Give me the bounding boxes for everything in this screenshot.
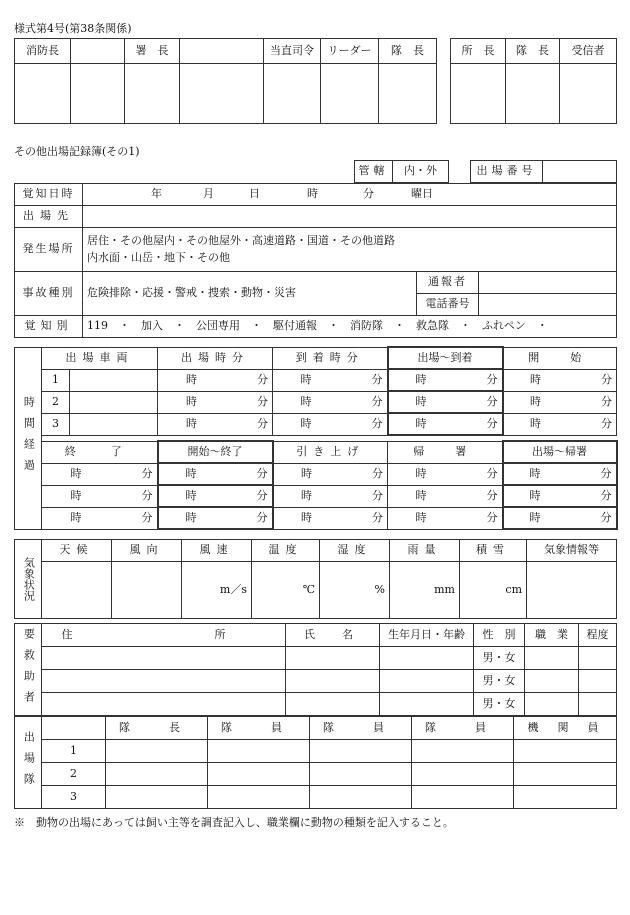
time-cell[interactable]: 時 分 [503, 413, 617, 435]
member-cell[interactable] [310, 740, 412, 763]
member-cell[interactable] [106, 763, 208, 786]
approval-taicho: 隊 長 [379, 39, 437, 64]
time-cell[interactable]: 時 分 [503, 391, 617, 413]
seinengappi-cell[interactable] [380, 693, 474, 716]
member-cell[interactable] [208, 740, 310, 763]
row-number: 2 [42, 391, 70, 413]
teido-cell[interactable] [579, 647, 617, 670]
shokugyo-cell[interactable] [525, 647, 579, 670]
time-cell[interactable]: 時 分 [503, 507, 617, 529]
shimei-cell[interactable] [286, 693, 380, 716]
shimei-cell[interactable] [286, 670, 380, 693]
approval-shocho: 署 長 [125, 39, 180, 64]
seal-cell[interactable] [379, 64, 437, 124]
seal-cell[interactable] [451, 64, 506, 124]
time-cell[interactable]: 時 分 [388, 463, 503, 485]
kakuchi-betsu-label: 覚知別 [15, 316, 83, 338]
jusho-cell[interactable] [42, 647, 286, 670]
shutsujo-bango-label: 出場番号 [471, 161, 543, 183]
header-blank [42, 717, 106, 740]
johoto-value[interactable] [527, 562, 617, 619]
hassei-basho-line1: 居住・その他屋内・その他屋外・高速道路・国道・その他道路 [87, 233, 395, 247]
kisho-tenko: 天候 [42, 540, 112, 562]
time-cell[interactable]: 時 分 [273, 369, 388, 391]
time-cell[interactable]: 時 分 [273, 391, 388, 413]
seinengappi-cell[interactable] [380, 670, 474, 693]
teido-cell[interactable] [579, 670, 617, 693]
header-shutsujo-kisho: 出場〜帰署 [503, 441, 617, 463]
row-number: 3 [42, 786, 106, 809]
shutsujotai-label: 出場隊 [15, 717, 42, 809]
header-taicho: 隊 長 [106, 717, 208, 740]
member-cell[interactable] [310, 763, 412, 786]
header-shutsujo-jifun: 出場時分 [158, 347, 273, 369]
approval-taicho-right: 隊 長 [506, 39, 560, 64]
yokyujosha-table [14, 623, 617, 716]
kankatsu-label: 管轄 [355, 161, 393, 183]
time-cell[interactable]: 時 分 [273, 463, 388, 485]
kisho-fusoku: 風速 [182, 540, 252, 562]
sharyo-cell[interactable] [70, 369, 158, 391]
time-cell[interactable]: 時 分 [273, 485, 388, 507]
shitsudo-value[interactable]: % [320, 562, 390, 619]
shokugyo-cell[interactable] [525, 670, 579, 693]
seal-cell[interactable] [15, 64, 71, 124]
unit-ji: 時 [307, 187, 318, 201]
unit-fun: 分 [363, 187, 374, 201]
denwa-label: 電話番号 [417, 294, 479, 316]
seal-cell[interactable] [506, 64, 560, 124]
member-cell[interactable] [310, 786, 412, 809]
sharyo-cell[interactable] [70, 413, 158, 435]
time-cell[interactable]: 時 分 [388, 391, 503, 413]
time-cell[interactable]: 時 分 [42, 485, 158, 507]
jusho-cell[interactable] [42, 693, 286, 716]
jikan-keika-table [14, 346, 618, 530]
member-cell[interactable] [412, 763, 514, 786]
seal-cell[interactable] [321, 64, 379, 124]
time-cell[interactable]: 時 分 [388, 507, 503, 529]
time-cell[interactable]: 時 分 [388, 485, 503, 507]
header-kaishi: 開 始 [503, 347, 617, 369]
kisho-sekisetsu: 積雪 [460, 540, 527, 562]
time-cell[interactable]: 時 分 [158, 485, 273, 507]
fuko-value[interactable] [112, 562, 182, 619]
kisho-ondo: 温度 [252, 540, 320, 562]
footnote: ※ 動物の出場にあっては飼い主等を調査記入し、職業欄に動物の種類を記入すること。 [14, 816, 454, 829]
header-taiin-3: 隊 員 [412, 717, 514, 740]
header-hikiage: 引き上げ [273, 441, 388, 463]
member-cell[interactable] [106, 786, 208, 809]
kakuchi-nichiji-value[interactable] [83, 184, 617, 206]
time-cell[interactable]: 時 分 [388, 369, 503, 391]
sharyo-cell[interactable] [70, 391, 158, 413]
row-number: 2 [42, 763, 106, 786]
kisho-table [14, 539, 617, 619]
seibetsu-cell[interactable]: 男・女 [474, 647, 525, 670]
header-kaishi-shuryo: 開始〜終了 [158, 441, 273, 463]
yokyujosha-label: 要救助者 [15, 624, 42, 716]
seal-cell[interactable] [560, 64, 617, 124]
spacer [449, 161, 471, 183]
header-taiin-1: 隊 員 [208, 717, 310, 740]
kankatsu-value[interactable]: 内・外 [393, 161, 449, 183]
header-teido: 程度 [579, 624, 617, 647]
member-cell[interactable] [208, 763, 310, 786]
header-taiin-2: 隊 員 [310, 717, 412, 740]
header-shuryo: 終 了 [42, 441, 158, 463]
time-cell[interactable]: 時 分 [42, 507, 158, 529]
approval-leader: リーダー [321, 39, 379, 64]
kisho-uryo: 雨量 [390, 540, 460, 562]
member-cell[interactable] [514, 786, 617, 809]
ondo-value[interactable]: ℃ [252, 562, 320, 619]
shutsujosaki-value[interactable] [83, 206, 617, 228]
kakuchi-betsu-value[interactable]: 119 ・ 加入 ・ 公団専用 ・ 駆付通報 ・ 消防隊 ・ 救急隊 ・ ふれペン ・ [83, 316, 617, 338]
seibetsu-cell[interactable]: 男・女 [474, 670, 525, 693]
member-cell[interactable] [514, 740, 617, 763]
member-cell[interactable] [514, 763, 617, 786]
member-cell[interactable] [412, 786, 514, 809]
header-shutsujo-tochaku: 出場〜到着 [388, 347, 503, 369]
tenko-value[interactable] [42, 562, 112, 619]
row-number: 1 [42, 740, 106, 763]
seal-cell[interactable] [264, 64, 321, 124]
time-cell[interactable]: 時 分 [158, 391, 273, 413]
approval-shobocho: 消防長 [15, 39, 71, 64]
kisho-shitsudo: 湿度 [320, 540, 390, 562]
time-cell[interactable]: 時 分 [388, 413, 503, 435]
approval-tochoku: 当直司令 [264, 39, 321, 64]
unit-yobi: 曜日 [411, 187, 433, 201]
time-cell[interactable]: 時 分 [503, 485, 617, 507]
unit-nen: 年 [151, 187, 162, 201]
form-title: その他出場記録簿(その1) [14, 145, 140, 158]
header-shimei: 氏 名 [286, 624, 380, 647]
fusoku-value[interactable]: m／s [182, 562, 252, 619]
denwa-value[interactable] [479, 294, 617, 316]
jusho-cell[interactable] [42, 670, 286, 693]
unit-hi: 日 [249, 187, 260, 201]
header-tochaku-jifun: 到着時分 [273, 347, 388, 369]
header-shutsujo-sharyo: 出場車両 [42, 347, 158, 369]
time-cell[interactable]: 時 分 [158, 507, 273, 529]
main-info-table [14, 183, 617, 338]
approval-blank-2 [180, 39, 264, 64]
tsuhosha-value[interactable] [479, 272, 617, 294]
hassei-basho-label: 発生場所 [15, 228, 83, 272]
seibetsu-cell[interactable]: 男・女 [474, 693, 525, 716]
time-cell[interactable]: 時 分 [273, 413, 388, 435]
teido-cell[interactable] [579, 693, 617, 716]
kisho-fuko: 風向 [112, 540, 182, 562]
header-kikanin: 機 関 員 [514, 717, 617, 740]
time-cell[interactable]: 時 分 [158, 463, 273, 485]
header-seinengappi: 生年月日・年齢 [380, 624, 474, 647]
unit-tsuki: 月 [203, 187, 214, 201]
shimei-cell[interactable] [286, 647, 380, 670]
time-cell[interactable]: 時 分 [158, 369, 273, 391]
time-cell[interactable]: 時 分 [158, 413, 273, 435]
shutsujo-bango-input[interactable] [543, 161, 617, 183]
uryo-value[interactable]: mm [390, 562, 460, 619]
jiko-shubetsu-label: 事故種別 [15, 272, 83, 316]
approval-table-right [450, 38, 617, 124]
approval-blank-1 [71, 39, 125, 64]
header-jusho: 住 所 [42, 624, 286, 647]
header-kisho: 帰 署 [388, 441, 503, 463]
approval-jushinsha: 受信者 [560, 39, 617, 64]
sekisetsu-value[interactable]: cm [460, 562, 527, 619]
time-cell[interactable]: 時 分 [42, 463, 158, 485]
seinengappi-cell[interactable] [380, 647, 474, 670]
time-cell[interactable]: 時 分 [273, 507, 388, 529]
time-cell[interactable]: 時 分 [503, 369, 617, 391]
kankatsu-table [354, 160, 617, 183]
jikan-keika-label: 時間経過 [15, 347, 42, 529]
shutsujotai-table [14, 716, 617, 809]
seal-cell[interactable] [71, 64, 125, 124]
shutsujosaki-label: 出場先 [15, 206, 83, 228]
row-number: 3 [42, 413, 70, 435]
member-cell[interactable] [106, 740, 208, 763]
jiko-shubetsu-value[interactable]: 危険排除・応援・警戒・捜索・動物・災害 [83, 272, 417, 316]
member-cell[interactable] [412, 740, 514, 763]
header-seibetsu: 性 別 [474, 624, 525, 647]
kakuchi-nichiji-label: 覚知日時 [15, 184, 83, 206]
seal-cell[interactable] [125, 64, 180, 124]
approval-shocho-right: 所 長 [451, 39, 506, 64]
form-number: 様式第4号(第38条関係) [14, 22, 132, 35]
tsuhosha-label: 通報者 [417, 272, 479, 294]
row-number: 1 [42, 369, 70, 391]
time-cell[interactable]: 時 分 [503, 463, 617, 485]
hassei-basho-line2: 内水面・山岳・地下・その他 [87, 250, 230, 264]
shokugyo-cell[interactable] [525, 693, 579, 716]
approval-table-left [14, 38, 437, 124]
seal-cell[interactable] [180, 64, 264, 124]
kisho-johoto: 気象情報等 [527, 540, 617, 562]
hassei-basho-options[interactable] [83, 228, 617, 272]
member-cell[interactable] [208, 786, 310, 809]
header-shokugyo: 職 業 [525, 624, 579, 647]
kisho-label: 気象状況 [15, 540, 42, 619]
